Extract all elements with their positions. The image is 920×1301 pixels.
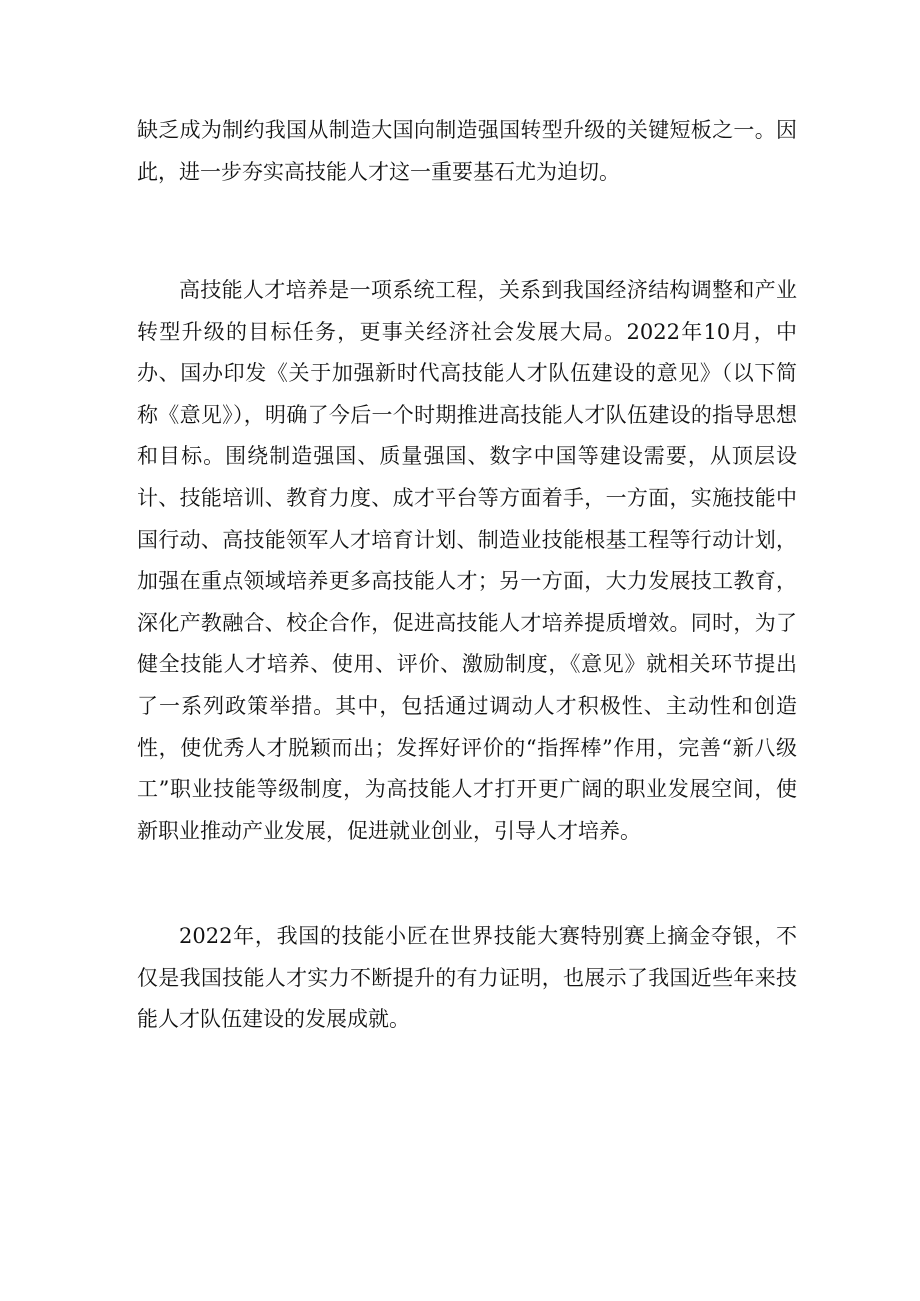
paragraph-world-skills: 2022年，我国的技能小匠在世界技能大赛特别赛上摘金夺银，不仅是我国技能人才实力不断提升的有力证明，也展示了我国近些年来技能人才队伍建设的发展成就。 (137, 924, 797, 1032)
paragraph-continued-intro: 缺乏成为制约我国从制造大国向制造强国转型升级的关键短板之一。因此，进一步夯实高技能人才这一重要基石尤为迫切。 (137, 118, 797, 184)
paragraph-talent-cultivation: 高技能人才培养是一项系统工程，关系到我国经济结构调整和产业转型升级的目标任务，更事关经济社会发展大局。2022年10月，中办、国办印发《关于加强新时代高技能人才队伍建设的意见》（以下简称《意见》），明确了今后一个时期推进高技能人才队伍建设的指导思想和目标。围绕制造强国、质量强国、数字中国等建设需要，从顶层设计、技能培训、教育力度、成才平台等方面着手，一方面，实施技能中国行动、高技能领军人才培育计划、制造业技能根基工程等行动计划，加强在重点领域培养更多高技能人才；另一方面，大力发展技工教育，深化产教融合、校企合作，促进高技能人才培养提质增效。同时，为了健全技能人才培养、使用、评价、激励制度，《意见》就相关环节提出了一系列政策举措。其中，包括通过调动人才积极性、主动性和创造性，使优秀人才脱颖而出；发挥好评价的“指挥棒”作用，完善“新八级工”职业技能等级制度，为高技能人才打开更广阔的职业发展空间，使新职业推动产业发展，促进就业创业，引导人才培养。 (137, 278, 797, 843)
